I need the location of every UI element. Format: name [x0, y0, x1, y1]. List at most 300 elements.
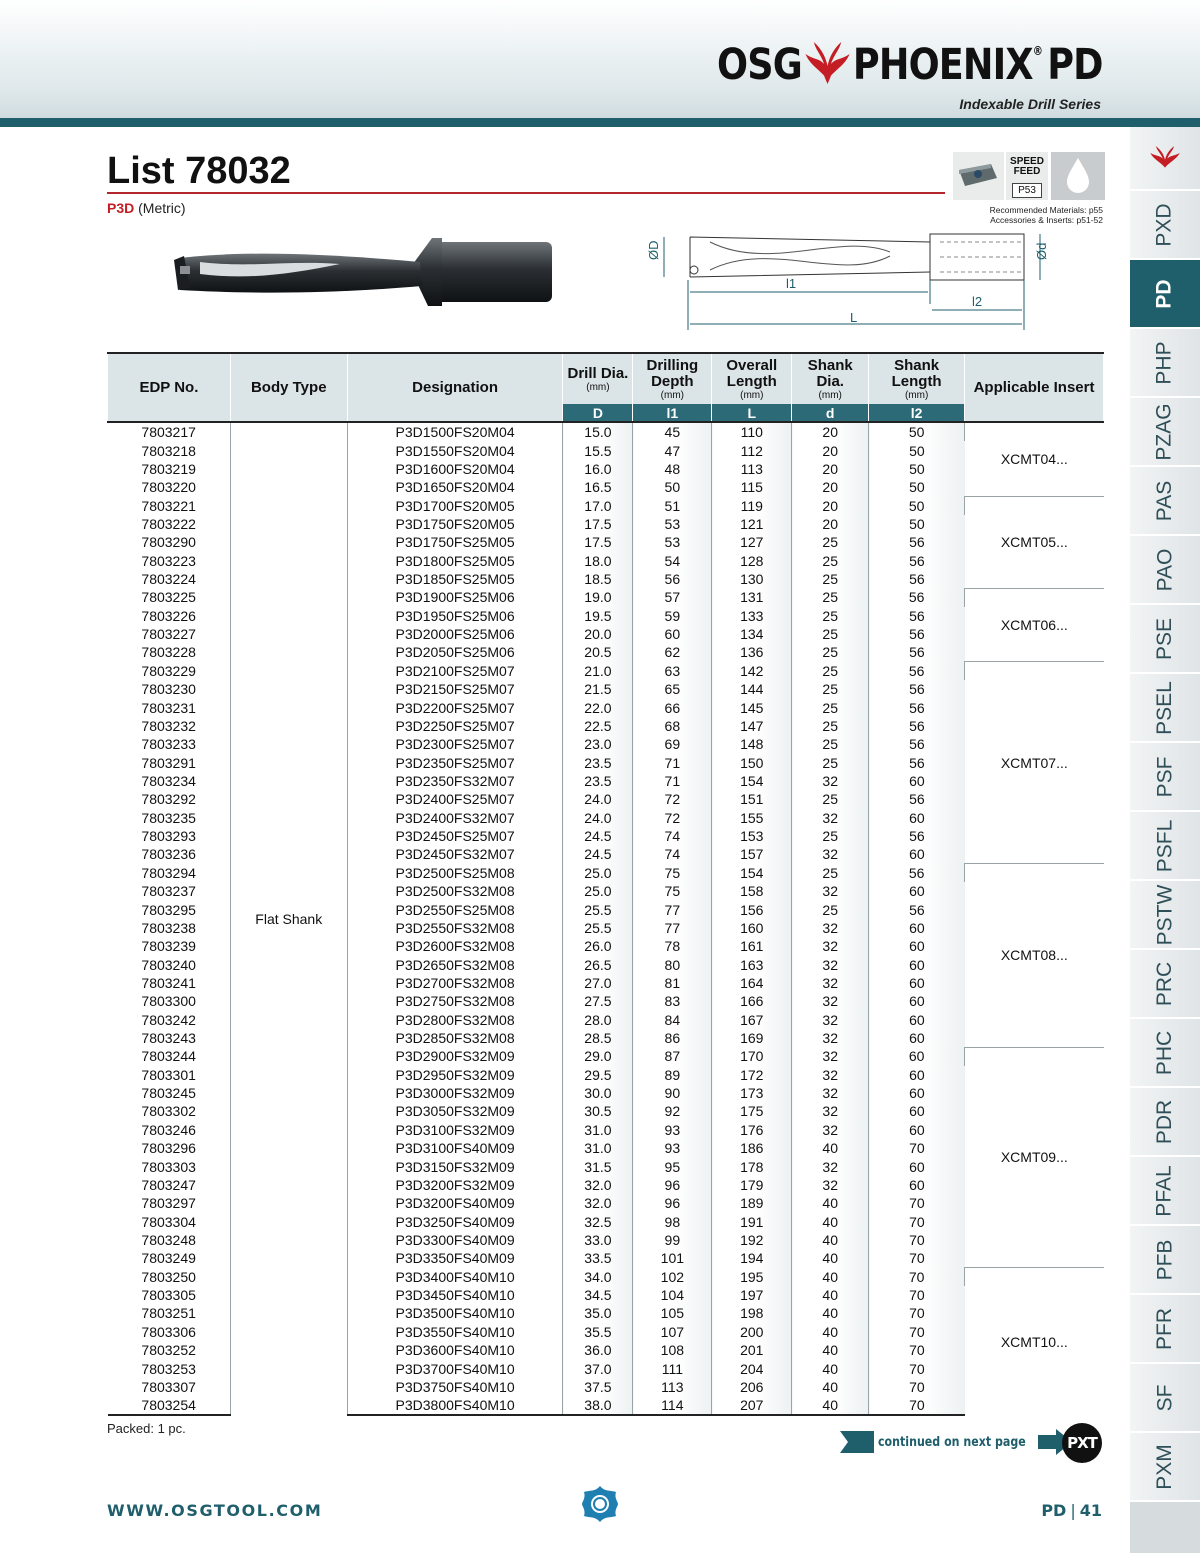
coolant-drop-icon: [1051, 152, 1105, 200]
cell-edp: 7803297: [108, 1194, 231, 1212]
cell-edp: 7803241: [108, 974, 231, 992]
cell-edp: 7803293: [108, 827, 231, 845]
overall-length-unit: (mm): [740, 389, 764, 401]
cell-designation: P3D3100FS40M09: [347, 1139, 563, 1157]
cell-edp: 7803247: [108, 1176, 231, 1194]
cell-shank-length: 56: [869, 625, 965, 643]
sidebar-item-pfal[interactable]: [1130, 1157, 1200, 1226]
cell-drill-dia: 22.0: [563, 698, 633, 716]
packed-note: Packed: 1 pc.: [107, 1421, 186, 1436]
sidebar-item-pzag[interactable]: [1130, 398, 1200, 467]
cell-drilling-depth: 51: [633, 496, 712, 514]
cell-edp: 7803248: [108, 1231, 231, 1249]
sidebar-item-psf[interactable]: [1130, 743, 1200, 812]
cell-overall-length: 173: [712, 1084, 792, 1102]
cell-shank-dia: 32: [792, 919, 869, 937]
cell-drilling-depth: 107: [633, 1323, 712, 1341]
cell-drilling-depth: 108: [633, 1341, 712, 1359]
cell-edp: 7803220: [108, 478, 231, 496]
cell-shank-length: 60: [869, 937, 965, 955]
cell-overall-length: 170: [712, 1047, 792, 1065]
cell-designation: P3D2350FS32M07: [347, 772, 563, 790]
cell-edp: 7803243: [108, 1029, 231, 1047]
cell-drilling-depth: 104: [633, 1286, 712, 1304]
sidebar-item-label: PSE: [1153, 617, 1176, 660]
cell-overall-length: 145: [712, 698, 792, 716]
cell-applicable-insert: XCMT07...: [965, 662, 1104, 864]
cell-drilling-depth: 75: [633, 882, 712, 900]
cell-drilling-depth: 71: [633, 753, 712, 771]
cell-designation: P3D2650FS32M08: [347, 955, 563, 973]
sidebar-item-prc[interactable]: [1130, 950, 1200, 1019]
cell-designation: P3D1600FS20M04: [347, 460, 563, 478]
sym-l2: l2: [869, 404, 965, 422]
drill-dia-unit: (mm): [586, 381, 610, 393]
cell-drill-dia: 30.0: [563, 1084, 633, 1102]
website-link[interactable]: WWW.OSGTOOL.COM: [107, 1501, 323, 1520]
cell-shank-dia: 20: [792, 441, 869, 459]
shank-dia-label: Shank Dia.: [807, 356, 853, 390]
registered-mark: ®: [1033, 44, 1043, 58]
cell-drilling-depth: 57: [633, 588, 712, 606]
speed-label: SPEED: [1010, 156, 1044, 167]
cell-drill-dia: 36.0: [563, 1341, 633, 1359]
cell-drilling-depth: 111: [633, 1359, 712, 1377]
cell-edp: 7803304: [108, 1212, 231, 1230]
shank-dia-unit: (mm): [818, 389, 842, 401]
cell-shank-length: 60: [869, 845, 965, 863]
cell-shank-dia: 32: [792, 1047, 869, 1065]
diagram-L-label: L: [850, 310, 858, 325]
cell-overall-length: 150: [712, 753, 792, 771]
cell-drilling-depth: 87: [633, 1047, 712, 1065]
cell-drilling-depth: 93: [633, 1139, 712, 1157]
cell-overall-length: 172: [712, 1066, 792, 1084]
header-accent-bar: [0, 118, 1200, 127]
sidebar-item-label: PZAG: [1153, 402, 1176, 461]
cell-overall-length: 157: [712, 845, 792, 863]
sidebar-item-pxd[interactable]: [1130, 191, 1200, 260]
cell-shank-length: 50: [869, 460, 965, 478]
phoenix-mark-icon: [802, 40, 853, 86]
drilling-depth-unit: (mm): [660, 389, 684, 401]
sidebar-item-sf[interactable]: [1130, 1364, 1200, 1433]
cell-designation: P3D2950FS32M09: [347, 1066, 563, 1084]
brand-logo: [717, 40, 1103, 90]
cell-shank-length: 70: [869, 1359, 965, 1377]
cell-drilling-depth: 98: [633, 1212, 712, 1230]
cell-edp: 7803290: [108, 533, 231, 551]
sidebar-item-label: PXM: [1152, 1443, 1176, 1490]
sidebar-item-pao[interactable]: [1130, 536, 1200, 605]
cell-shank-dia: 20: [792, 515, 869, 533]
cell-shank-dia: 25: [792, 900, 869, 918]
cell-shank-dia: 32: [792, 1121, 869, 1139]
col-overall-length: [712, 353, 792, 404]
brand-osg: OSG: [717, 40, 803, 90]
cell-overall-length: 204: [712, 1359, 792, 1377]
cell-drilling-depth: 99: [633, 1231, 712, 1249]
cell-drill-dia: 24.5: [563, 845, 633, 863]
cell-designation: P3D1500FS20M04: [347, 422, 563, 441]
cell-edp: 7803254: [108, 1396, 231, 1415]
drill-dia-label: Drill Dia.: [567, 364, 629, 382]
cell-overall-length: 148: [712, 735, 792, 753]
sidebar-item-pfb[interactable]: [1130, 1226, 1200, 1295]
cell-overall-length: 121: [712, 515, 792, 533]
cell-edp: 7803222: [108, 515, 231, 533]
cell-edp: 7803301: [108, 1066, 231, 1084]
cell-applicable-insert: XCMT04...: [965, 422, 1104, 496]
cell-shank-length: 56: [869, 533, 965, 551]
cell-shank-length: 60: [869, 992, 965, 1010]
cell-drilling-depth: 95: [633, 1157, 712, 1175]
cell-designation: P3D1950FS25M06: [347, 607, 563, 625]
cell-edp: 7803239: [108, 937, 231, 955]
cell-shank-length: 56: [869, 698, 965, 716]
cell-shank-dia: 32: [792, 1011, 869, 1029]
sidebar-item-label: PAS: [1153, 480, 1176, 521]
pxt-badge[interactable]: PXT: [1062, 1423, 1102, 1463]
cell-edp: 7803250: [108, 1268, 231, 1286]
cell-designation: P3D3600FS40M10: [347, 1341, 563, 1359]
cell-drill-dia: 37.0: [563, 1359, 633, 1377]
cell-shank-length: 50: [869, 478, 965, 496]
cell-designation: P3D2500FS32M08: [347, 882, 563, 900]
col-shank-length: [869, 353, 965, 404]
cell-shank-dia: 25: [792, 827, 869, 845]
cell-overall-length: 153: [712, 827, 792, 845]
cell-designation: P3D3800FS40M10: [347, 1396, 563, 1415]
cell-shank-length: 70: [869, 1194, 965, 1212]
cell-shank-length: 60: [869, 1084, 965, 1102]
cell-shank-dia: 25: [792, 570, 869, 588]
cell-shank-length: 70: [869, 1139, 965, 1157]
cell-shank-dia: 32: [792, 845, 869, 863]
sidebar-item-pfr[interactable]: [1130, 1295, 1200, 1364]
cell-edp: 7803227: [108, 625, 231, 643]
cell-designation: P3D3000FS32M09: [347, 1084, 563, 1102]
cell-drilling-depth: 96: [633, 1176, 712, 1194]
sidebar-item-label: PFAL: [1153, 1164, 1176, 1217]
cell-edp: 7803219: [108, 460, 231, 478]
cell-shank-dia: 32: [792, 1029, 869, 1047]
cell-shank-dia: 40: [792, 1212, 869, 1230]
cell-drill-dia: 31.5: [563, 1157, 633, 1175]
cell-overall-length: 197: [712, 1286, 792, 1304]
cell-shank-length: 70: [869, 1378, 965, 1396]
spec-table: [107, 352, 1104, 1416]
cell-shank-dia: 25: [792, 662, 869, 680]
sidebar-item-pas[interactable]: [1130, 467, 1200, 536]
cell-shank-length: 56: [869, 864, 965, 882]
cell-drilling-depth: 48: [633, 460, 712, 478]
cell-designation: P3D3250FS40M09: [347, 1212, 563, 1230]
cell-edp: 7803226: [108, 607, 231, 625]
cell-overall-length: 160: [712, 919, 792, 937]
cell-shank-dia: 32: [792, 955, 869, 973]
sym-L: L: [712, 404, 792, 422]
cell-designation: P3D3150FS32M09: [347, 1157, 563, 1175]
sidebar-item-psfl[interactable]: [1130, 812, 1200, 881]
cell-designation: P3D2400FS32M07: [347, 809, 563, 827]
sidebar-item-pxm[interactable]: [1130, 1433, 1200, 1502]
cell-overall-length: 158: [712, 882, 792, 900]
cell-designation: P3D3450FS40M10: [347, 1286, 563, 1304]
cell-drilling-depth: 89: [633, 1066, 712, 1084]
cell-overall-length: 191: [712, 1212, 792, 1230]
table-row: [108, 422, 1104, 441]
cell-drill-dia: 19.0: [563, 588, 633, 606]
cell-overall-length: 164: [712, 974, 792, 992]
sidebar-item-home[interactable]: [1130, 127, 1200, 191]
cell-shank-dia: 20: [792, 496, 869, 514]
col-designation: Designation: [347, 353, 563, 422]
sidebar-item-pse[interactable]: [1130, 605, 1200, 674]
cell-drill-dia: 21.0: [563, 662, 633, 680]
cell-overall-length: 175: [712, 1102, 792, 1120]
cell-designation: P3D3200FS32M09: [347, 1176, 563, 1194]
cell-drill-dia: 20.5: [563, 643, 633, 661]
subtitle-unit: (Metric): [134, 200, 186, 216]
cell-overall-length: 127: [712, 533, 792, 551]
cell-shank-dia: 25: [792, 625, 869, 643]
cell-shank-length: 60: [869, 772, 965, 790]
sidebar-item-label: PHC: [1153, 1030, 1176, 1075]
insert-shape-icon: [953, 152, 1004, 200]
sidebar-item-label: PRC: [1153, 961, 1176, 1006]
continued-banner[interactable]: [840, 1427, 1076, 1457]
cell-drilling-depth: 75: [633, 864, 712, 882]
sidebar-item-psel[interactable]: [1130, 674, 1200, 743]
cell-shank-length: 56: [869, 680, 965, 698]
cell-drill-dia: 27.5: [563, 992, 633, 1010]
cell-shank-length: 56: [869, 735, 965, 753]
cell-overall-length: 128: [712, 552, 792, 570]
cell-designation: P3D3700FS40M10: [347, 1359, 563, 1377]
cell-shank-dia: 32: [792, 772, 869, 790]
cell-overall-length: 144: [712, 680, 792, 698]
cell-shank-length: 50: [869, 515, 965, 533]
cell-designation: P3D2350FS25M07: [347, 753, 563, 771]
cell-drill-dia: 33.0: [563, 1231, 633, 1249]
cell-edp: 7803231: [108, 698, 231, 716]
cell-drilling-depth: 53: [633, 533, 712, 551]
sym-D: D: [563, 404, 633, 422]
cell-shank-length: 56: [869, 717, 965, 735]
cell-drill-dia: 25.0: [563, 882, 633, 900]
cell-applicable-insert: XCMT08...: [965, 864, 1104, 1048]
cell-drill-dia: 15.0: [563, 422, 633, 441]
cell-drilling-depth: 78: [633, 937, 712, 955]
cell-shank-dia: 32: [792, 1157, 869, 1175]
cell-designation: P3D2300FS25M07: [347, 735, 563, 753]
cell-designation: P3D2150FS25M07: [347, 680, 563, 698]
cell-designation: P3D1650FS20M04: [347, 478, 563, 496]
cell-shank-length: 70: [869, 1249, 965, 1267]
cell-shank-length: 70: [869, 1323, 965, 1341]
cell-overall-length: 110: [712, 422, 792, 441]
cell-overall-length: 207: [712, 1396, 792, 1415]
banner-tail-icon: [840, 1429, 874, 1455]
diagram-D-label: ØD: [646, 240, 661, 260]
col-applicable-insert: Applicable Insert: [965, 353, 1104, 422]
cell-shank-dia: 32: [792, 1066, 869, 1084]
sidebar-item-label: PAO: [1152, 548, 1176, 591]
cell-shank-dia: 40: [792, 1341, 869, 1359]
cell-body-type: Flat Shank: [230, 422, 347, 1415]
cell-shank-length: 60: [869, 974, 965, 992]
sidebar-item-label: PSFL: [1153, 819, 1176, 872]
cell-drill-dia: 37.5: [563, 1378, 633, 1396]
cell-drill-dia: 32.5: [563, 1212, 633, 1230]
osg-logo-icon: [580, 1484, 620, 1524]
sidebar-item-php[interactable]: [1130, 329, 1200, 398]
col-drill-dia: [563, 353, 633, 404]
cell-shank-dia: 40: [792, 1268, 869, 1286]
cell-applicable-insert: XCMT09...: [965, 1047, 1104, 1267]
cell-drill-dia: 28.5: [563, 1029, 633, 1047]
cell-overall-length: 113: [712, 460, 792, 478]
cell-drilling-depth: 47: [633, 441, 712, 459]
sidebar-item-label: PHP: [1153, 340, 1176, 385]
drilling-depth-label: Drilling Depth: [646, 356, 699, 390]
page-separator: |: [1070, 1501, 1076, 1520]
cell-shank-dia: 40: [792, 1378, 869, 1396]
sidebar-item-pdr[interactable]: [1130, 1088, 1200, 1157]
cell-overall-length: 154: [712, 864, 792, 882]
cell-designation: P3D3500FS40M10: [347, 1304, 563, 1322]
cell-drilling-depth: 72: [633, 790, 712, 808]
cell-drilling-depth: 81: [633, 974, 712, 992]
cell-drilling-depth: 63: [633, 662, 712, 680]
cell-shank-dia: 25: [792, 680, 869, 698]
col-shank-dia: [792, 353, 869, 404]
cell-designation: P3D2900FS32M09: [347, 1047, 563, 1065]
cell-shank-dia: 32: [792, 992, 869, 1010]
cell-edp: 7803223: [108, 552, 231, 570]
sidebar-item-label: PSF: [1153, 756, 1176, 797]
cell-shank-length: 60: [869, 955, 965, 973]
cell-shank-length: 56: [869, 588, 965, 606]
cell-drill-dia: 29.0: [563, 1047, 633, 1065]
cell-drilling-depth: 60: [633, 625, 712, 643]
shank-length-unit: (mm): [904, 389, 929, 401]
cell-drilling-depth: 77: [633, 900, 712, 918]
cell-edp: 7803291: [108, 753, 231, 771]
cell-designation: P3D2500FS25M08: [347, 864, 563, 882]
cell-designation: P3D3200FS40M09: [347, 1194, 563, 1212]
page-number: [1041, 1501, 1102, 1520]
cell-edp: 7803225: [108, 588, 231, 606]
cell-edp: 7803230: [108, 680, 231, 698]
cell-edp: 7803235: [108, 809, 231, 827]
cell-overall-length: 206: [712, 1378, 792, 1396]
cell-overall-length: 147: [712, 717, 792, 735]
cell-drill-dia: 34.0: [563, 1268, 633, 1286]
cell-shank-dia: 25: [792, 864, 869, 882]
cell-drill-dia: 17.5: [563, 533, 633, 551]
cell-overall-length: 194: [712, 1249, 792, 1267]
cell-drill-dia: 17.5: [563, 515, 633, 533]
cell-designation: P3D1700FS20M05: [347, 496, 563, 514]
cell-drilling-depth: 92: [633, 1102, 712, 1120]
sidebar-item-phc[interactable]: [1130, 1019, 1200, 1088]
cell-shank-length: 60: [869, 1176, 965, 1194]
cell-shank-dia: 40: [792, 1231, 869, 1249]
cell-drill-dia: 28.0: [563, 1011, 633, 1029]
page-number-value: 41: [1079, 1501, 1102, 1520]
brand-phoenix: PHOENIX: [853, 40, 1034, 90]
cell-shank-length: 60: [869, 1066, 965, 1084]
cell-drill-dia: 19.5: [563, 607, 633, 625]
cell-edp: 7803246: [108, 1121, 231, 1139]
cell-shank-length: 70: [869, 1231, 965, 1249]
cell-drilling-depth: 74: [633, 845, 712, 863]
page-section: PD: [1041, 1501, 1067, 1520]
cell-drilling-depth: 50: [633, 478, 712, 496]
cell-designation: P3D2850FS32M08: [347, 1029, 563, 1047]
phoenix-icon: [1148, 143, 1182, 173]
cell-drilling-depth: 105: [633, 1304, 712, 1322]
cell-edp: 7803218: [108, 441, 231, 459]
cell-designation: P3D1850FS25M05: [347, 570, 563, 588]
cell-drilling-depth: 69: [633, 735, 712, 753]
cell-edp: 7803244: [108, 1047, 231, 1065]
drill-photo: [160, 228, 560, 316]
cell-designation: P3D2550FS25M08: [347, 900, 563, 918]
cell-edp: 7803238: [108, 919, 231, 937]
cell-overall-length: 112: [712, 441, 792, 459]
cell-drill-dia: 23.0: [563, 735, 633, 753]
cell-shank-length: 60: [869, 1121, 965, 1139]
cell-edp: 7803232: [108, 717, 231, 735]
cell-shank-length: 60: [869, 919, 965, 937]
cell-drill-dia: 24.0: [563, 790, 633, 808]
sidebar-item-pstw[interactable]: [1130, 881, 1200, 950]
cell-drill-dia: 31.0: [563, 1139, 633, 1157]
page-title: List 78032: [107, 150, 291, 192]
cell-shank-length: 56: [869, 552, 965, 570]
feed-label: FEED: [1013, 166, 1041, 177]
cell-shank-length: 70: [869, 1341, 965, 1359]
cell-drilling-depth: 86: [633, 1029, 712, 1047]
recommended-materials: Recommended Materials: p55: [989, 205, 1103, 215]
cell-drilling-depth: 59: [633, 607, 712, 625]
cell-edp: 7803305: [108, 1286, 231, 1304]
cell-overall-length: 167: [712, 1011, 792, 1029]
cell-edp: 7803224: [108, 570, 231, 588]
cell-designation: P3D2750FS32M08: [347, 992, 563, 1010]
cell-drilling-depth: 102: [633, 1268, 712, 1286]
cell-shank-dia: 20: [792, 422, 869, 441]
cell-designation: P3D3100FS32M09: [347, 1121, 563, 1139]
cell-designation: P3D2050FS25M06: [347, 643, 563, 661]
cell-drilling-depth: 66: [633, 698, 712, 716]
drop-icon: [1051, 152, 1105, 200]
cell-edp: 7803233: [108, 735, 231, 753]
col-body-type: Body Type: [230, 353, 347, 422]
cell-drill-dia: 23.5: [563, 753, 633, 771]
cell-designation: P3D2100FS25M07: [347, 662, 563, 680]
cell-drill-dia: 16.0: [563, 460, 633, 478]
sidebar-item-pd[interactable]: [1130, 260, 1200, 329]
cell-shank-dia: 25: [792, 552, 869, 570]
cell-designation: P3D2450FS25M07: [347, 827, 563, 845]
cell-shank-length: 60: [869, 1102, 965, 1120]
cell-drill-dia: 16.5: [563, 478, 633, 496]
cell-overall-length: 201: [712, 1341, 792, 1359]
